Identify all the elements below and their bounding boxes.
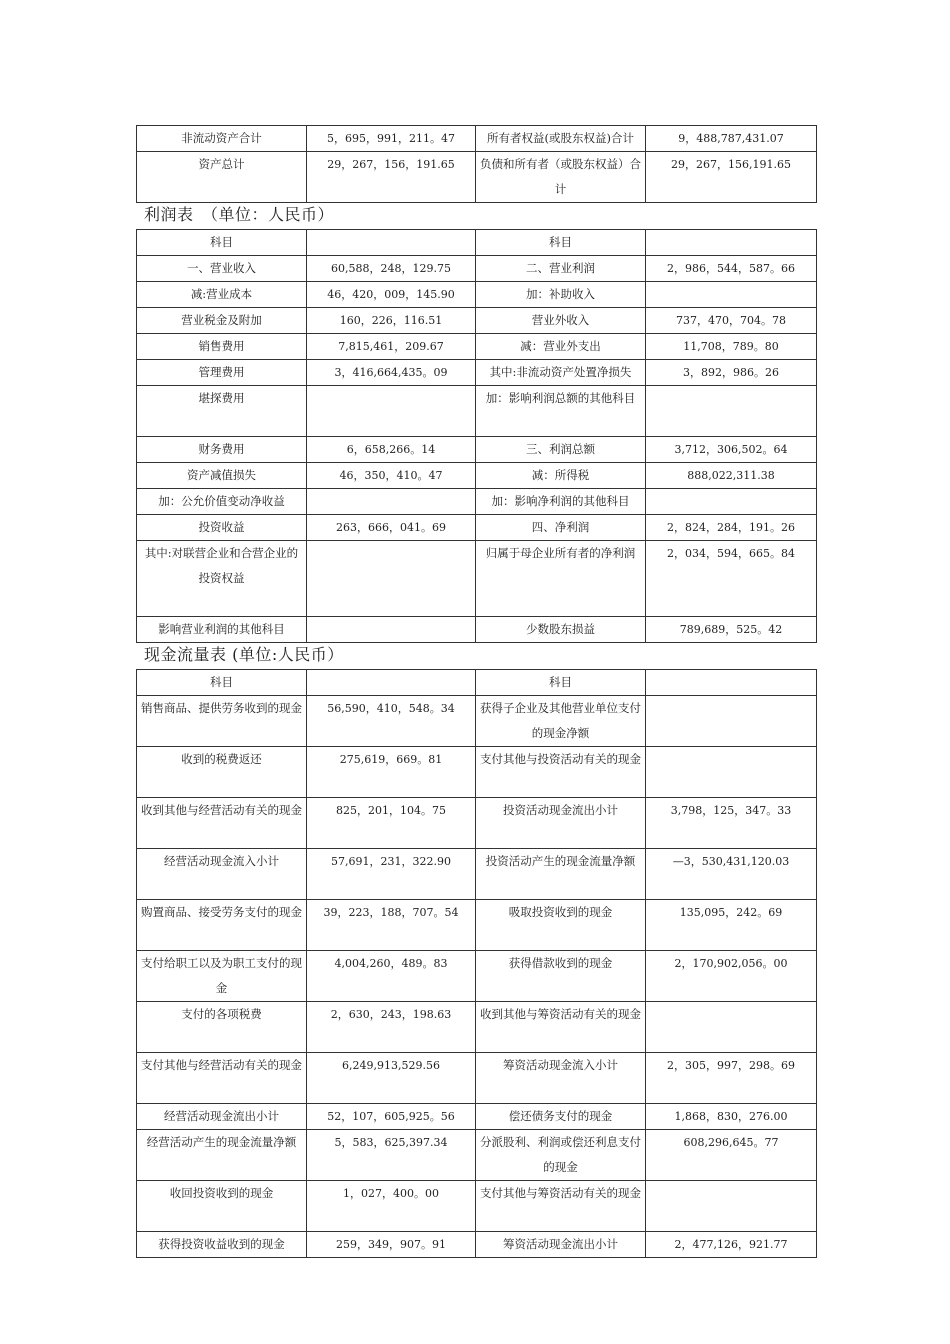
cell-value: 737，470，704。78	[646, 308, 817, 334]
cell-value	[307, 617, 476, 643]
cell-value: 3,712，306,502。64	[646, 437, 817, 463]
cell-label: 支付给职工以及为职工支付的现金	[137, 951, 307, 1002]
cell-value: 1，027，400。00	[307, 1181, 476, 1232]
table-row	[137, 360, 817, 386]
cell-value: 2，305，997，298。69	[646, 1053, 817, 1104]
table-row	[137, 747, 817, 798]
balance-sheet-table	[136, 125, 817, 203]
table-row	[137, 617, 817, 643]
cell-value: 46，420，009，145.90	[307, 282, 476, 308]
table-row	[137, 152, 817, 203]
cell-value: 56,590，410，548。34	[307, 696, 476, 747]
cell-label: 营业税金及附加	[137, 308, 307, 334]
cell-label: 收到的税费返还	[137, 747, 307, 798]
table-row	[137, 670, 817, 696]
cell-value: 7,815,461，209.67	[307, 334, 476, 360]
cell-value	[646, 670, 817, 696]
cell-label: 收到其他与经营活动有关的现金	[137, 798, 307, 849]
table-row	[137, 437, 817, 463]
cell-value: 29，267，156，191.65	[307, 152, 476, 203]
cell-value: 2，986，544，587。66	[646, 256, 817, 282]
cell-value	[646, 747, 817, 798]
cashflow-statement-table	[136, 669, 817, 1258]
cell-label: 营业外收入	[476, 308, 646, 334]
cell-value: 825，201，104。75	[307, 798, 476, 849]
cell-value	[307, 541, 476, 617]
table-row	[137, 1002, 817, 1053]
cell-label: 二、营业利润	[476, 256, 646, 282]
cell-label: 少数股东损益	[476, 617, 646, 643]
cell-value: —3，530,431,120.03	[646, 849, 817, 900]
cell-value: 6,249,913,529.56	[307, 1053, 476, 1104]
cell-value	[646, 282, 817, 308]
table-row	[137, 489, 817, 515]
cell-label: 科目	[137, 670, 307, 696]
cell-label: 收回投资收到的现金	[137, 1181, 307, 1232]
table-row	[137, 1232, 817, 1258]
cell-value	[646, 230, 817, 256]
table-row	[137, 308, 817, 334]
table-row	[137, 1130, 817, 1181]
cell-label: 筹资活动现金流入小计	[476, 1053, 646, 1104]
cell-label: 减：营业外支出	[476, 334, 646, 360]
cell-label: 投资活动产生的现金流量净额	[476, 849, 646, 900]
cell-label: 加：补助收入	[476, 282, 646, 308]
cell-label: 管理费用	[137, 360, 307, 386]
table-row	[137, 1053, 817, 1104]
cell-label: 减:营业成本	[137, 282, 307, 308]
cell-value: 52，107，605,925。56	[307, 1104, 476, 1130]
cell-value: 275,619，669。81	[307, 747, 476, 798]
cell-label: 三、利润总额	[476, 437, 646, 463]
cell-label: 投资活动现金流出小计	[476, 798, 646, 849]
table-row	[137, 515, 817, 541]
table-row	[137, 798, 817, 849]
table-row	[137, 256, 817, 282]
income-statement-title: 利润表 （单位：人民币）	[144, 205, 335, 224]
cell-label: 支付其他与投资活动有关的现金	[476, 747, 646, 798]
cell-label: 其中:非流动资产处置净损失	[476, 360, 646, 386]
cell-value: 39，223，188，707。54	[307, 900, 476, 951]
cell-label: 支付其他与筹资活动有关的现金	[476, 1181, 646, 1232]
cell-value: 160，226，116.51	[307, 308, 476, 334]
cell-label: 销售商品、提供劳务收到的现金	[137, 696, 307, 747]
cell-value: 259，349，907。91	[307, 1232, 476, 1258]
cell-label: 科目	[137, 230, 307, 256]
cell-label: 减：所得税	[476, 463, 646, 489]
income-statement-table	[136, 229, 817, 643]
cell-label: 四、净利润	[476, 515, 646, 541]
cell-label: 一、营业收入	[137, 256, 307, 282]
cell-value: 57,691，231，322.90	[307, 849, 476, 900]
cell-value	[307, 489, 476, 515]
cell-label: 投资收益	[137, 515, 307, 541]
cell-value: 9，488,787,431.07	[646, 126, 817, 152]
cell-value: 29，267，156,191.65	[646, 152, 817, 203]
cell-value: 2，630，243，198.63	[307, 1002, 476, 1053]
cell-value: 5，583，625,397.34	[307, 1130, 476, 1181]
cell-label: 所有者权益(或股东权益)合计	[476, 126, 646, 152]
table-row	[137, 463, 817, 489]
cell-value	[646, 1002, 817, 1053]
table-row	[137, 1181, 817, 1232]
cell-value: 6，658,266。14	[307, 437, 476, 463]
cell-value	[646, 1181, 817, 1232]
cell-value: 5，695，991，211。47	[307, 126, 476, 152]
cell-value: 3,798，125，347。33	[646, 798, 817, 849]
cell-label: 偿还债务支付的现金	[476, 1104, 646, 1130]
cell-value: 46，350，410。47	[307, 463, 476, 489]
table-row	[137, 230, 817, 256]
cell-value	[307, 230, 476, 256]
cell-value	[646, 696, 817, 747]
table-row	[137, 386, 817, 437]
cell-label: 经营活动产生的现金流量净额	[137, 1130, 307, 1181]
table-row	[137, 1104, 817, 1130]
cell-label: 非流动资产合计	[137, 126, 307, 152]
cell-label: 其中:对联营企业和合营企业的投资权益	[137, 541, 307, 617]
cell-value: 60,588，248，129.75	[307, 256, 476, 282]
cell-value: 263，666，041。69	[307, 515, 476, 541]
cell-value: 3，416,664,435。09	[307, 360, 476, 386]
cell-label: 资产总计	[137, 152, 307, 203]
cell-label: 支付其他与经营活动有关的现金	[137, 1053, 307, 1104]
table-row	[137, 951, 817, 1002]
document-body	[136, 125, 816, 1258]
cell-label: 获得投资收益收到的现金	[137, 1232, 307, 1258]
cell-label: 加：公允价值变动净收益	[137, 489, 307, 515]
cell-value: 888,022,311.38	[646, 463, 817, 489]
cell-value: 608,296,645。77	[646, 1130, 817, 1181]
cell-value: 4,004,260，489。83	[307, 951, 476, 1002]
cell-label: 收到其他与筹资活动有关的现金	[476, 1002, 646, 1053]
cell-label: 吸取投资收到的现金	[476, 900, 646, 951]
cell-label: 获得子企业及其他营业单位支付的现金净额	[476, 696, 646, 747]
cell-label: 支付的各项税费	[137, 1002, 307, 1053]
table-row	[137, 900, 817, 951]
cell-label: 归属于母企业所有者的净利润	[476, 541, 646, 617]
cell-value	[307, 386, 476, 437]
cell-label: 分派股利、利润或偿还利息支付的现金	[476, 1130, 646, 1181]
cell-label: 科目	[476, 230, 646, 256]
cell-label: 销售费用	[137, 334, 307, 360]
cell-value: 135,095，242。69	[646, 900, 817, 951]
cell-label: 负债和所有者（或股东权益）合计	[476, 152, 646, 203]
cell-label: 财务费用	[137, 437, 307, 463]
cell-value: 789,689，525。42	[646, 617, 817, 643]
cell-value: 11,708，789。80	[646, 334, 817, 360]
table-row	[137, 849, 817, 900]
cell-label: 影响营业利润的其他科目	[137, 617, 307, 643]
cashflow-statement-title: 现金流量表 (单位:人民币）	[144, 645, 344, 664]
cell-value: 2，477,126，921.77	[646, 1232, 817, 1258]
cell-value: 2，170,902,056。00	[646, 951, 817, 1002]
cell-label: 资产减值损失	[137, 463, 307, 489]
cell-label: 购置商品、接受劳务支付的现金	[137, 900, 307, 951]
cell-label: 加：影响利润总额的其他科目	[476, 386, 646, 437]
table-row	[137, 334, 817, 360]
table-row	[137, 282, 817, 308]
table-row	[137, 696, 817, 747]
cell-value: 1,868，830，276.00	[646, 1104, 817, 1130]
cell-value	[307, 670, 476, 696]
cell-label: 经营活动现金流出小计	[137, 1104, 307, 1130]
cell-label: 堪探费用	[137, 386, 307, 437]
cell-label: 经营活动现金流入小计	[137, 849, 307, 900]
cell-value: 2，034，594，665。84	[646, 541, 817, 617]
cell-value: 2，824，284，191。26	[646, 515, 817, 541]
cell-value	[646, 386, 817, 437]
cell-label: 科目	[476, 670, 646, 696]
table-row	[137, 126, 817, 152]
cell-value: 3，892，986。26	[646, 360, 817, 386]
cell-value	[646, 489, 817, 515]
cell-label: 加：影响净利润的其他科目	[476, 489, 646, 515]
cell-label: 获得借款收到的现金	[476, 951, 646, 1002]
cell-label: 筹资活动现金流出小计	[476, 1232, 646, 1258]
table-row	[137, 541, 817, 617]
